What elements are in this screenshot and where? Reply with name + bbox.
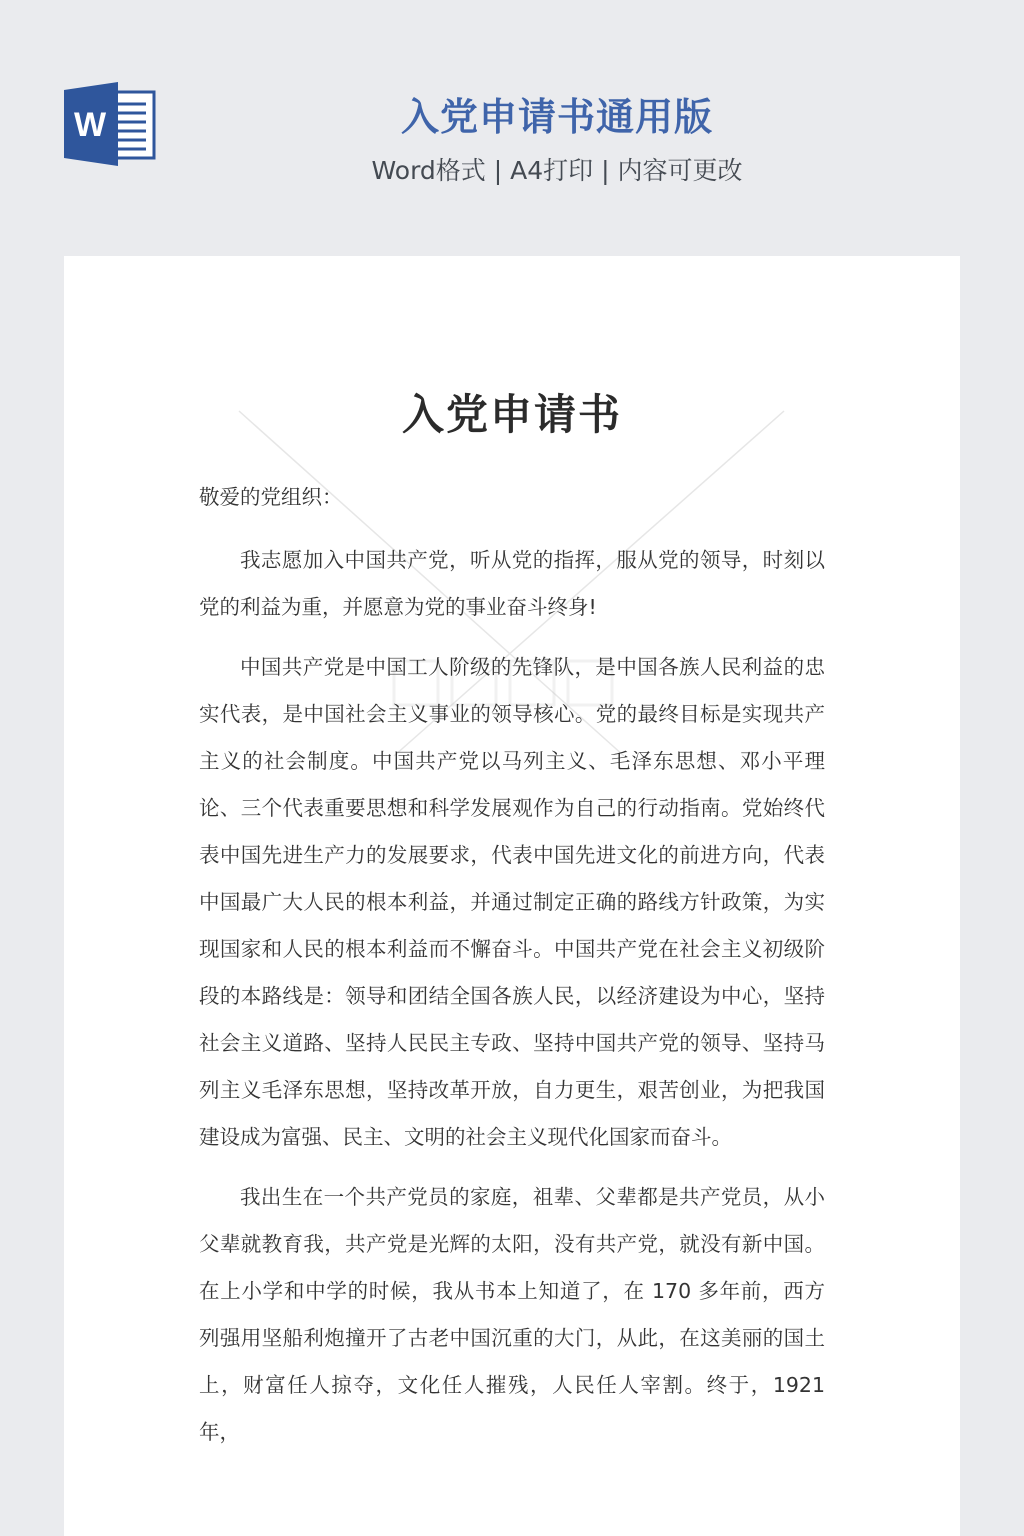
word-document-icon (64, 82, 156, 166)
page-subtitle: Word格式 | A4打印 | 内容可更改 (371, 156, 743, 185)
word-icon-letter: W (73, 106, 107, 144)
document-page (64, 256, 960, 1536)
salutation: 敬爱的党组织： (199, 485, 343, 509)
paragraph: 我出生在一个共产党员的家庭，祖辈、父辈都是共产党员，从小父辈就教育我，共产党是光辉的太阳，没有共产党，就没有新中国。在上小学和中学的时候，我从书本上知道了，在 170 多年前，西方列强用坚船利炮撞开了古老中国沉重的大门，从此，在这美丽的国土上，财富任人掠夺，文化任人摧残，人民任人宰割。终于，1921 年， (199, 1185, 825, 1444)
paragraph: 中国共产党是中国工人阶级的先锋队，是中国各族人民利益的忠实代表，是中国社会主义事业的领导核心。党的最终目标是实现共产主义的社会制度。中国共产党以马列主义、毛泽东思想、邓小平理论、三个代表重要思想和科学发展观作为自己的行动指南。党始终代表中国先进生产力的发展要求，代表中国先进文化的前进方向，代表中国最广大人民的根本利益，并通过制定正确的路线方针政策，为实现国家和人民的根本利益而不懈奋斗。中国共产党在社会主义初级阶段的本路线是：领导和团结全国各族人民，以经济建设为中心，坚持社会主义道路、坚持人民民主专政、坚持中国共产党的领导、坚持马列主义毛泽东思想，坚持改革开放，自力更生，艰苦创业，为把我国建设成为富强、民主、文明的社会主义现代化国家而奋斗。 (199, 655, 825, 1149)
paragraph: 我志愿加入中国共产党，听从党的指挥，服从党的领导，时刻以党的利益为重，并愿意为党的事业奋斗终身! (199, 548, 825, 619)
document-body (199, 474, 825, 1469)
document-title: 入党申请书 (401, 390, 622, 439)
page-title: 入党申请书通用版 (400, 95, 713, 139)
